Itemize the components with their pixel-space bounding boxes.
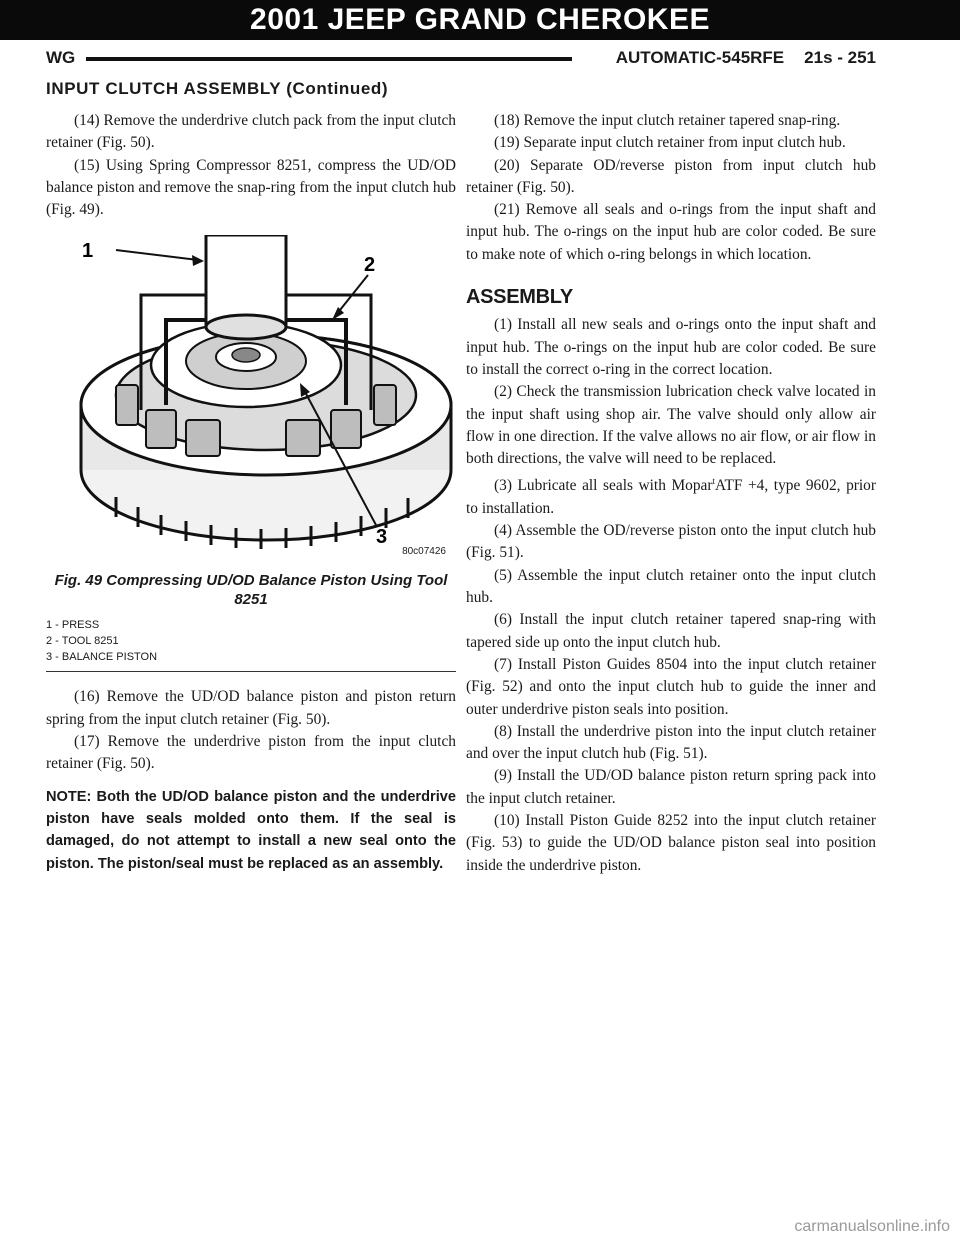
legend-item: 2 - TOOL 8251 bbox=[46, 635, 119, 648]
model-code: WG bbox=[46, 48, 76, 67]
section-name: AUTOMATIC-545RFE bbox=[615, 48, 785, 67]
section-page bbox=[616, 48, 876, 68]
figure-49 bbox=[46, 235, 456, 565]
step-14: (14) Remove the underdrive clutch pack from the input clutch retainer (Fig. 50). bbox=[46, 112, 456, 152]
watermark: carmanualsonline.info bbox=[794, 1218, 950, 1235]
clutch-illustration bbox=[46, 235, 456, 565]
assembly-step-1: (1) Install all new seals and o-rings onto the input shaft and input hub. The o-rings on the input hub are color coded. Be sure to install the correct o-ring in the correct location. bbox=[466, 316, 876, 378]
step-15: (15) Using Spring Compressor 8251, compress the UD/OD balance piston and remove the snap-ring from the input clutch hub (Fig. 49). bbox=[46, 156, 456, 219]
header-rule bbox=[86, 57, 572, 61]
page-banner: 2001 JEEP GRAND CHEROKEE bbox=[0, 0, 960, 40]
step-16: (16) Remove the UD/OD balance piston and piston return spring from the input clutch retainer (Fig. 50). bbox=[46, 688, 456, 728]
running-head bbox=[46, 44, 876, 74]
assembly-step-9: (9) Install the UD/OD balance piston return spring pack into the input clutch retainer. bbox=[466, 767, 876, 807]
callout-3: 3 bbox=[376, 526, 388, 549]
step-21: (21) Remove all seals and o-rings from the input shaft and input hub. The o-rings on the input hub are color coded. Be sure to make note of which o-ring belongs in which location. bbox=[466, 201, 876, 263]
assembly-step-4: (4) Assemble the OD/reverse piston onto the input clutch hub (Fig. 51). bbox=[466, 522, 876, 562]
legend-item: 1 - PRESS bbox=[46, 619, 100, 632]
page-number: 21s - 251 bbox=[804, 48, 876, 67]
step3-after: ATF +4, type 9602, prior to installation. bbox=[466, 477, 876, 517]
step-18: (18) Remove the input clutch retainer tapered snap-ring. bbox=[494, 112, 841, 129]
callout-2: 2 bbox=[364, 254, 376, 277]
step-20: (20) Separate OD/reverse piston from input clutch hub retainer (Fig. 50). bbox=[466, 156, 876, 196]
assembly-step-3 bbox=[466, 470, 876, 520]
assembly-step-7: (7) Install Piston Guides 8504 into the input clutch retainer (Fig. 52) and onto the input clutch hub to guide the inner and outer underdrive piston seals into position. bbox=[466, 655, 876, 718]
callout-1: 1 bbox=[82, 240, 94, 263]
step-17: (17) Remove the underdrive piston from the input clutch retainer (Fig. 50). bbox=[46, 733, 456, 773]
trademark-mark: t bbox=[712, 476, 716, 487]
figure-code: 80c07426 bbox=[402, 546, 446, 558]
assembly-step-8: (8) Install the underdrive piston into the input clutch retainer and over the input clutch hub (Fig. 51). bbox=[466, 722, 876, 763]
figure-legend bbox=[46, 617, 456, 665]
assembly-step-10: (10) Install Piston Guide 8252 into the input clutch retainer (Fig. 53) to guide the UD/OD balance piston seal into position inside the underdrive piston. bbox=[466, 812, 876, 874]
step-19: (19) Separate input clutch retainer from input clutch hub. bbox=[494, 134, 846, 152]
step3-before: (3) Lubricate all seals with Mopar bbox=[494, 477, 713, 495]
figure-divider bbox=[46, 671, 456, 672]
section-heading: INPUT CLUTCH ASSEMBLY (Continued) bbox=[46, 79, 389, 98]
assembly-step-2: (2) Check the transmission lubrication check valve located in the input shaft using shop air. The valve should only allow air flow in one direction. If the valve allows no air flow, or air flow in both directions, the valve will need to be replaced. bbox=[466, 383, 876, 468]
note-text: NOTE: Both the UD/OD balance piston and the underdrive piston have seals molded onto them. If the seal is damaged, do not attempt to install a new seal onto the piston. The piston/seal must be replaced as an assembly. bbox=[46, 788, 456, 872]
legend-item: 3 - BALANCE PISTON bbox=[46, 651, 158, 664]
assembly-step-6: (6) Install the input clutch retainer tapered snap-ring with tapered side up onto the input clutch hub. bbox=[466, 611, 876, 651]
right-column bbox=[466, 110, 876, 877]
left-column bbox=[46, 110, 456, 875]
figure-caption: Fig. 49 Compressing UD/OD Balance Piston Using Tool 8251 bbox=[54, 572, 448, 609]
assembly-step-5: (5) Assemble the input clutch retainer onto the input clutch hub. bbox=[466, 566, 876, 607]
assembly-heading: ASSEMBLY bbox=[466, 286, 573, 309]
